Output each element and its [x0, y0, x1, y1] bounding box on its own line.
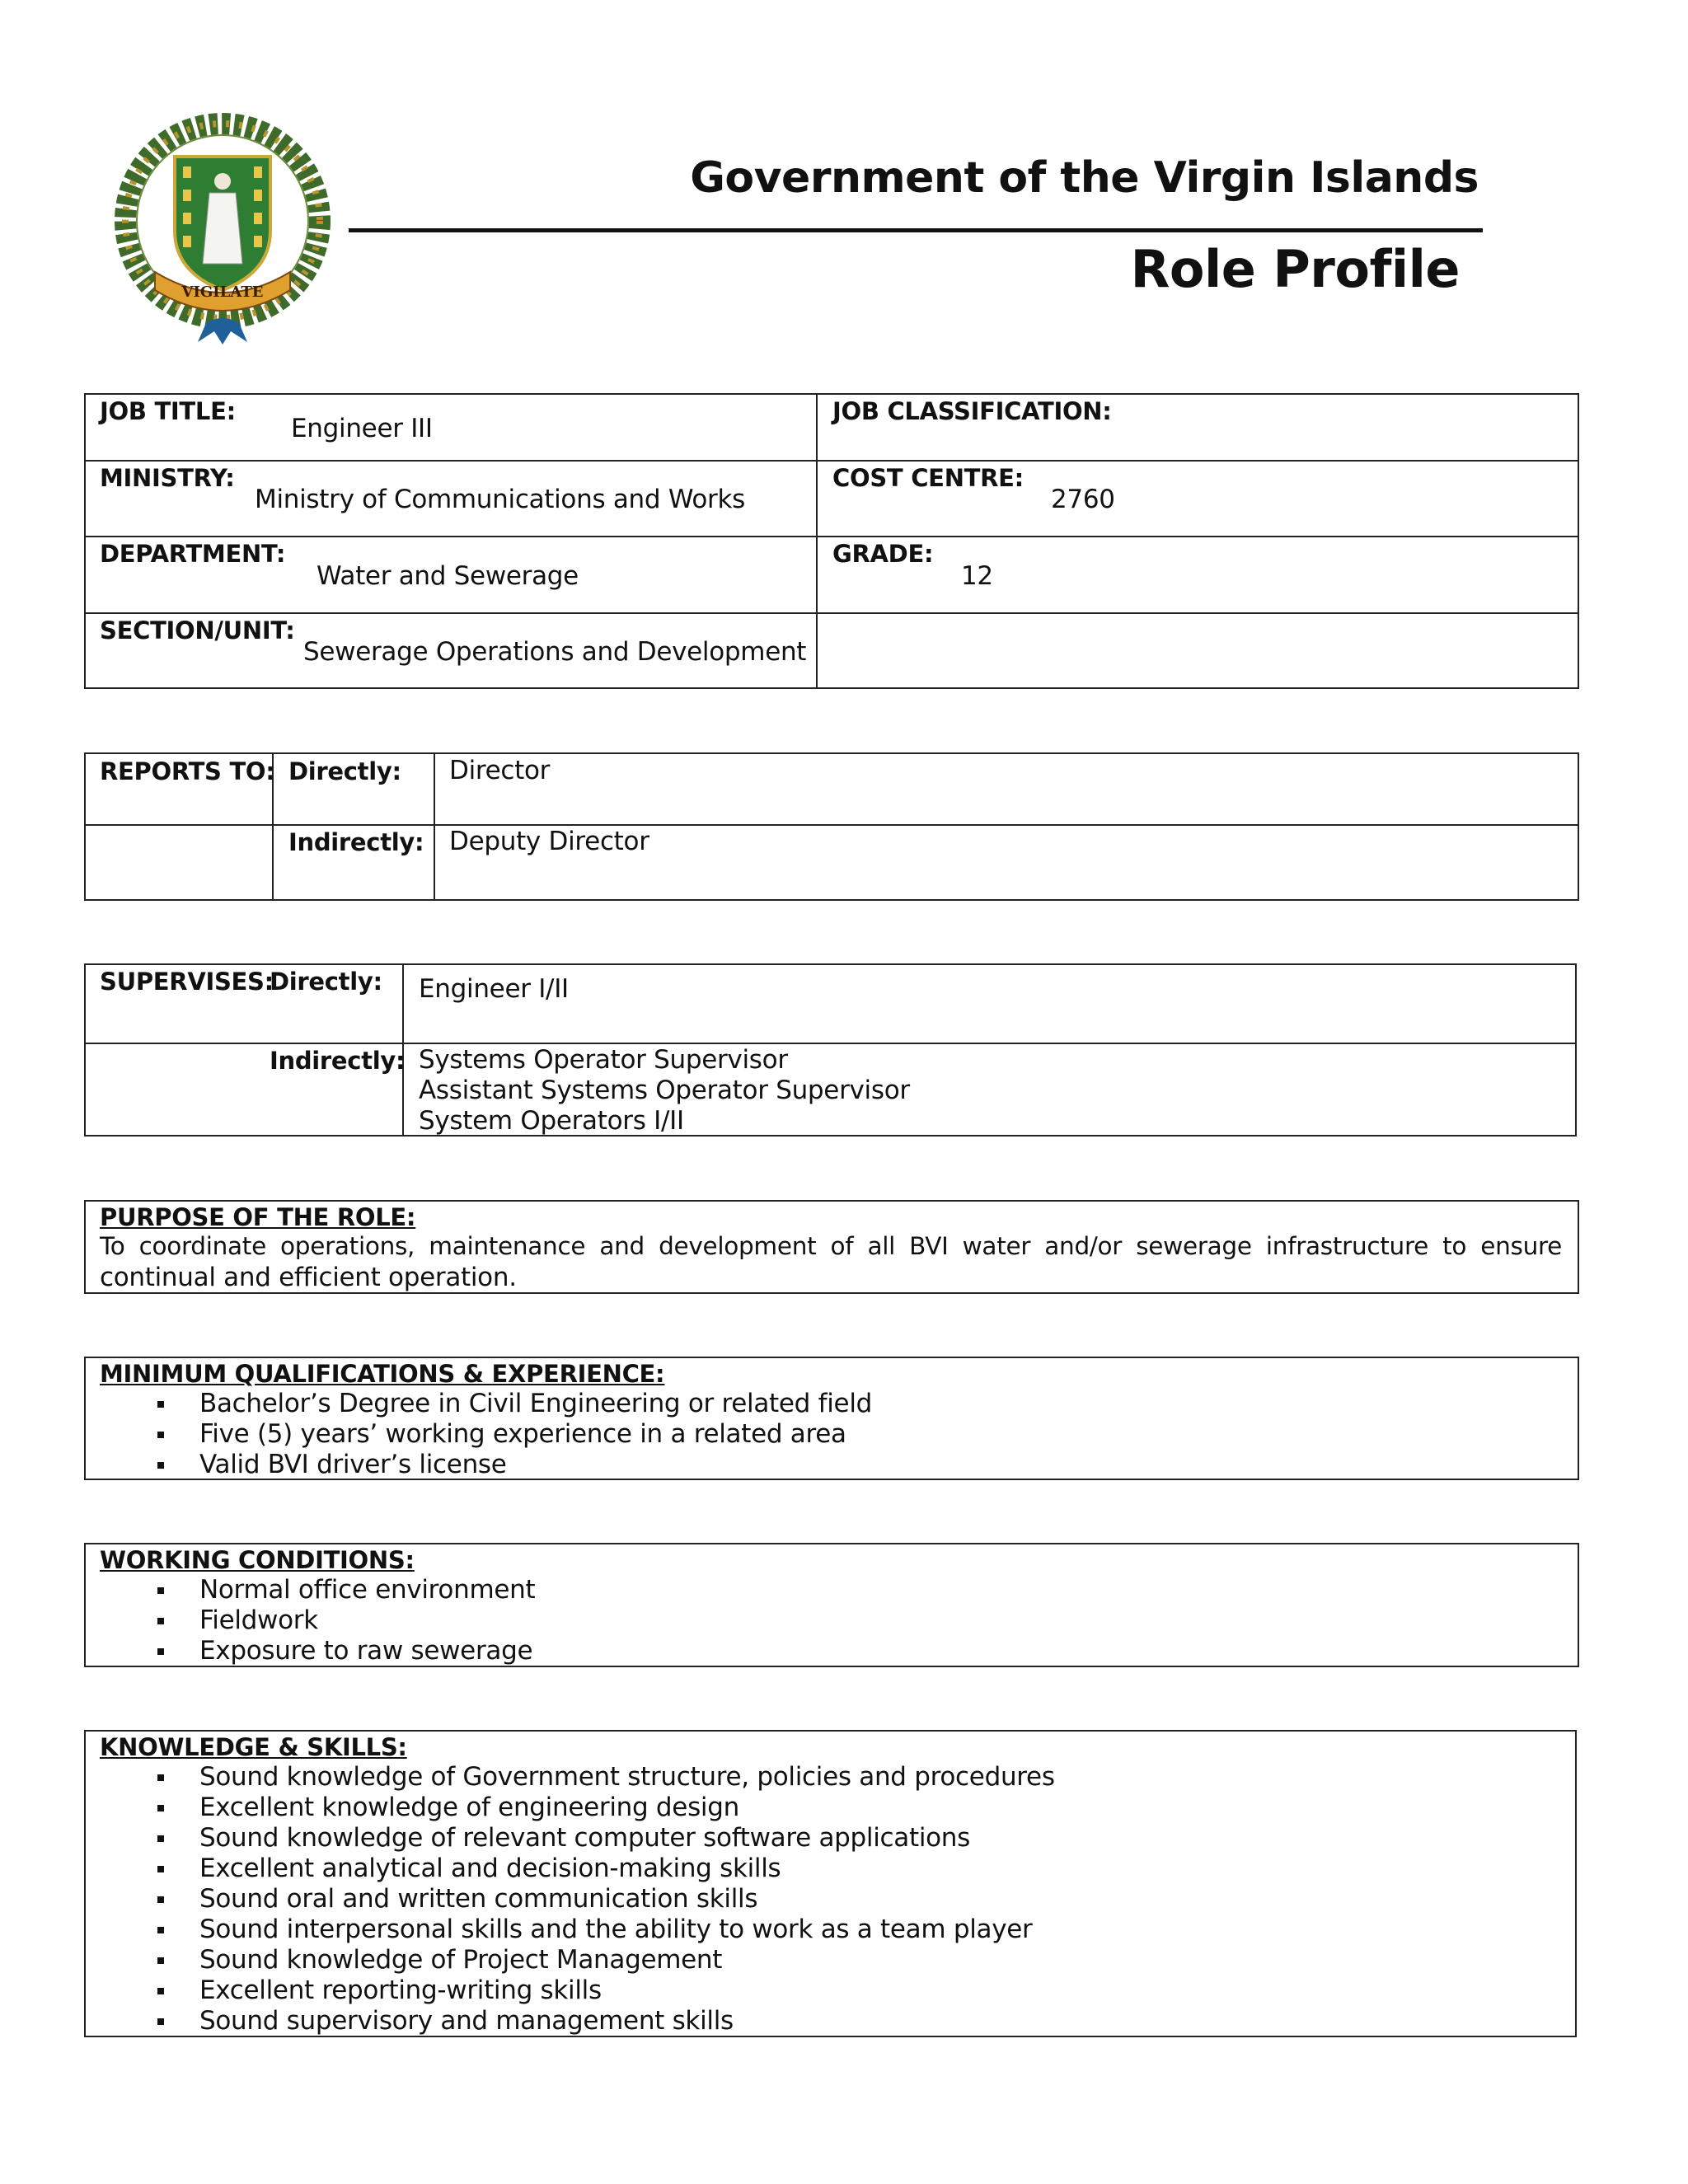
list-item: Sound knowledge of Government structure, policies and procedures [100, 1762, 1055, 1793]
working-conditions-title: WORKING CONDITIONS: [100, 1546, 415, 1574]
list-item: Sound oral and written communication skills [100, 1884, 1055, 1915]
list-item: Bachelor’s Degree in Civil Engineering or related field [100, 1389, 872, 1419]
reports-to-label: REPORTS TO: [100, 757, 275, 785]
job-info-divider-v [816, 393, 818, 689]
list-item: Sound knowledge of relevant computer software applications [100, 1823, 1055, 1854]
list-item: Valid BVI driver’s license [100, 1450, 872, 1480]
supervises-indirectly-value: Systems Operator Supervisor [419, 1045, 788, 1075]
list-item: Excellent reporting-writing skills [100, 1975, 1055, 2006]
list-item: Sound knowledge of Project Management [100, 1945, 1055, 1975]
department-label: DEPARTMENT: [100, 540, 286, 568]
job-info-row-line [84, 536, 1579, 537]
supervises-indirectly-value: System Operators I/II [419, 1106, 684, 1136]
ministry-value: Ministry of Communications and Works [255, 485, 745, 514]
knowledge-skills-title: KNOWLEDGE & SKILLS: [100, 1733, 407, 1761]
header-rule [349, 228, 1483, 232]
list-item: Excellent knowledge of engineering design [100, 1793, 1055, 1823]
purpose-title: PURPOSE OF THE ROLE: [100, 1203, 416, 1231]
list-item: Fieldwork [100, 1605, 535, 1636]
government-title: Government of the Virgin Islands [690, 153, 1479, 203]
supervises-directly-label: Directly: [270, 968, 382, 996]
reports-directly-label: Directly: [288, 757, 401, 785]
list-item: Sound supervisory and management skills [100, 2006, 1055, 2036]
job-info-row-line [84, 460, 1579, 462]
supervises-directly-value: Engineer I/II [419, 974, 569, 1004]
cost-centre-value: 2760 [1051, 485, 1115, 514]
job-classification-label: JOB CLASSIFICATION: [832, 397, 1112, 425]
reports-indirectly-value: Deputy Director [449, 827, 649, 856]
purpose-text-line2: continual and efficient operation. [100, 1263, 517, 1292]
reports-to-divider-v [434, 752, 435, 901]
list-item: Sound interpersonal skills and the ability to work as a team player [100, 1915, 1055, 1945]
list-item: Five (5) years’ working experience in a related area [100, 1419, 872, 1450]
knowledge-skills-list [100, 1762, 1055, 2036]
coat-of-arms-seal [107, 107, 338, 346]
grade-value: 12 [961, 561, 993, 591]
working-conditions-list [100, 1575, 535, 1666]
qualifications-title: MINIMUM QUALIFICATIONS & EXPERIENCE: [100, 1360, 665, 1388]
list-item: Normal office environment [100, 1575, 535, 1605]
reports-to-row-line [84, 824, 1579, 826]
reports-indirectly-label: Indirectly: [288, 828, 424, 856]
section-unit-value: Sewerage Operations and Development [303, 637, 807, 667]
grade-label: GRADE: [832, 540, 934, 568]
qualifications-list [100, 1389, 872, 1480]
job-title-value: Engineer III [291, 414, 433, 443]
purpose-text-line1: To coordinate operations, maintenance and development of all BVI water and/or sewerage infrastructure to ensure [100, 1232, 1562, 1260]
supervises-indirectly-label: Indirectly: [270, 1047, 406, 1075]
cost-centre-label: COST CENTRE: [832, 464, 1024, 492]
list-item: Excellent analytical and decision-making skills [100, 1854, 1055, 1884]
job-info-row-line [84, 612, 1579, 614]
supervises-indirectly-value: Assistant Systems Operator Supervisor [419, 1076, 910, 1105]
role-profile-title: Role Profile [1130, 239, 1460, 299]
department-value: Water and Sewerage [316, 561, 579, 591]
job-title-label: JOB TITLE: [100, 397, 236, 425]
ministry-label: MINISTRY: [100, 464, 235, 492]
reports-directly-value: Director [449, 756, 551, 785]
svg-text:VIGILATE: VIGILATE [181, 284, 264, 301]
section-unit-label: SECTION/UNIT: [100, 616, 295, 644]
list-item: Exposure to raw sewerage [100, 1636, 535, 1666]
supervises-row-line [84, 1043, 1577, 1044]
supervises-label: SUPERVISES: [100, 968, 274, 996]
